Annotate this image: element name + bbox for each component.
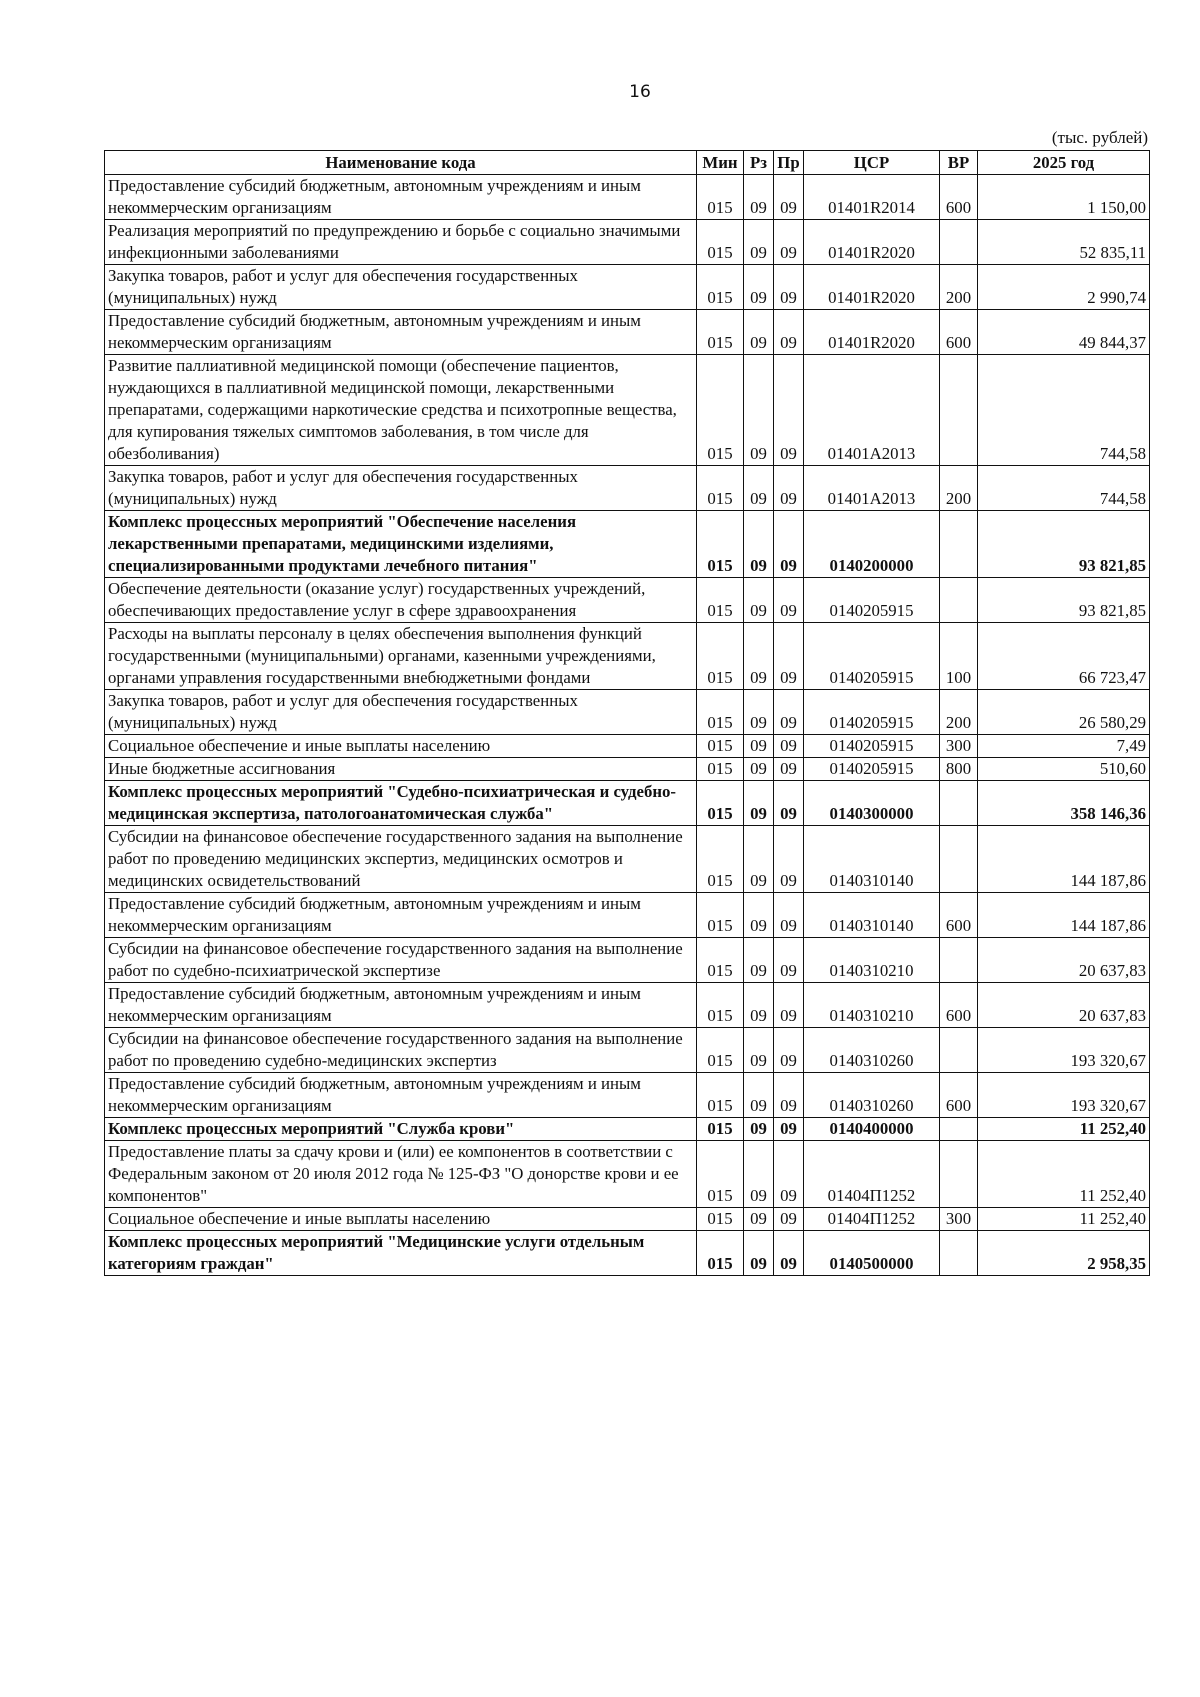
row-pr: 09 [774,310,804,355]
row-amount: 20 637,83 [978,983,1150,1028]
row-rz: 09 [744,265,774,310]
row-amount: 2 958,35 [978,1231,1150,1276]
row-amount: 11 252,40 [978,1208,1150,1231]
row-csr: 0140310140 [804,893,940,938]
row-pr: 09 [774,355,804,466]
row-vr [940,1231,978,1276]
row-pr: 09 [774,781,804,826]
row-min: 015 [697,758,744,781]
row-pr: 09 [774,758,804,781]
row-pr: 09 [774,1231,804,1276]
row-vr: 800 [940,758,978,781]
row-csr: 0140200000 [804,511,940,578]
row-rz: 09 [744,893,774,938]
row-amount: 744,58 [978,466,1150,511]
row-min: 015 [697,781,744,826]
row-csr: 0140310260 [804,1073,940,1118]
row-name: Закупка товаров, работ и услуг для обеспечения государственных (муниципальных) нужд [105,466,697,511]
header-name: Наименование кода [105,151,697,175]
row-name: Обеспечение деятельности (оказание услуг) государственных учреждений, обеспечивающих предоставление услуг в сфере здравоохранения [105,578,697,623]
row-min: 015 [697,1028,744,1073]
row-csr: 0140205915 [804,690,940,735]
table-row [105,735,1150,758]
row-min: 015 [697,983,744,1028]
table-row [105,466,1150,511]
row-rz: 09 [744,735,774,758]
row-min: 015 [697,735,744,758]
row-rz: 09 [744,466,774,511]
table-row [105,220,1150,265]
row-pr: 09 [774,265,804,310]
row-pr: 09 [774,466,804,511]
row-csr: 0140310260 [804,1028,940,1073]
table-row [105,1118,1150,1141]
row-min: 015 [697,623,744,690]
row-csr: 0140205915 [804,735,940,758]
table-row [105,690,1150,735]
header-csr: ЦСР [804,151,940,175]
row-min: 015 [697,220,744,265]
row-amount: 358 146,36 [978,781,1150,826]
row-amount: 93 821,85 [978,578,1150,623]
table-row [105,511,1150,578]
row-vr: 600 [940,310,978,355]
row-pr: 09 [774,220,804,265]
table-row [105,983,1150,1028]
row-name: Иные бюджетные ассигнования [105,758,697,781]
row-min: 015 [697,466,744,511]
row-vr: 600 [940,983,978,1028]
row-name: Субсидии на финансовое обеспечение государственного задания на выполнение работ по проведению судебно-медицинских экспертиз [105,1028,697,1073]
row-min: 015 [697,511,744,578]
row-pr: 09 [774,893,804,938]
row-rz: 09 [744,578,774,623]
row-name: Предоставление субсидий бюджетным, автономным учреждениям и иным некоммерческим организациям [105,310,697,355]
row-rz: 09 [744,1208,774,1231]
row-min: 015 [697,826,744,893]
row-rz: 09 [744,175,774,220]
table-row [105,355,1150,466]
row-vr [940,355,978,466]
table-row [105,758,1150,781]
row-rz: 09 [744,826,774,893]
row-vr: 200 [940,265,978,310]
row-vr [940,938,978,983]
row-amount: 20 637,83 [978,938,1150,983]
row-csr: 01401R2020 [804,220,940,265]
units-label: (тыс. рублей) [1051,128,1148,147]
row-csr: 0140310140 [804,826,940,893]
header-rz: Рз [744,151,774,175]
row-vr: 600 [940,893,978,938]
row-amount: 1 150,00 [978,175,1150,220]
row-vr: 600 [940,175,978,220]
row-amount: 193 320,67 [978,1028,1150,1073]
row-rz: 09 [744,1231,774,1276]
row-vr: 200 [940,466,978,511]
row-pr: 09 [774,826,804,893]
row-rz: 09 [744,220,774,265]
row-rz: 09 [744,355,774,466]
row-vr [940,578,978,623]
row-rz: 09 [744,1118,774,1141]
row-csr: 01401R2014 [804,175,940,220]
row-pr: 09 [774,1073,804,1118]
row-name: Комплекс процессных мероприятий "Судебно-психиатрическая и судебно-медицинская экспертиза, патологоанатомическая служба" [105,781,697,826]
row-vr: 600 [940,1073,978,1118]
row-pr: 09 [774,1208,804,1231]
row-csr: 0140310210 [804,983,940,1028]
row-vr [940,826,978,893]
row-vr [940,1141,978,1208]
row-name: Закупка товаров, работ и услуг для обеспечения государственных (муниципальных) нужд [105,690,697,735]
row-name: Субсидии на финансовое обеспечение государственного задания на выполнение работ по проведению медицинских экспертиз, медицинских осмотров и медицинских освидетельствований [105,826,697,893]
row-min: 015 [697,938,744,983]
row-pr: 09 [774,175,804,220]
row-name: Социальное обеспечение и иные выплаты населению [105,1208,697,1231]
row-csr: 01401R2020 [804,265,940,310]
row-amount: 510,60 [978,758,1150,781]
row-min: 015 [697,1208,744,1231]
row-min: 015 [697,1118,744,1141]
row-name: Реализация мероприятий по предупреждению и борьбе с социально значимыми инфекционными заболеваниями [105,220,697,265]
row-min: 015 [697,893,744,938]
row-csr: 0140205915 [804,623,940,690]
row-pr: 09 [774,1118,804,1141]
row-amount: 26 580,29 [978,690,1150,735]
row-rz: 09 [744,1073,774,1118]
row-amount: 11 252,40 [978,1118,1150,1141]
row-min: 015 [697,690,744,735]
row-min: 015 [697,265,744,310]
table-row [105,826,1150,893]
row-min: 015 [697,1073,744,1118]
row-rz: 09 [744,983,774,1028]
header-year: 2025 год [978,151,1150,175]
table-row [105,175,1150,220]
row-amount: 744,58 [978,355,1150,466]
table-row [105,623,1150,690]
row-min: 015 [697,578,744,623]
table-row [105,1208,1150,1231]
row-amount: 144 187,86 [978,826,1150,893]
row-name: Предоставление субсидий бюджетным, автономным учреждениям и иным некоммерческим организациям [105,1073,697,1118]
row-name: Закупка товаров, работ и услуг для обеспечения государственных (муниципальных) нужд [105,265,697,310]
row-vr [940,220,978,265]
row-csr: 0140400000 [804,1118,940,1141]
table-row [105,310,1150,355]
row-rz: 09 [744,781,774,826]
table-row [105,938,1150,983]
row-csr: 01401A2013 [804,355,940,466]
row-rz: 09 [744,623,774,690]
table-header [105,151,1150,175]
row-csr: 01404П1252 [804,1208,940,1231]
row-amount: 49 844,37 [978,310,1150,355]
row-amount: 144 187,86 [978,893,1150,938]
table-row [105,1231,1150,1276]
row-rz: 09 [744,938,774,983]
row-vr [940,781,978,826]
row-rz: 09 [744,511,774,578]
row-name: Комплекс процессных мероприятий "Обеспечение населения лекарственными препаратами, медицинскими изделиями, специализированными продуктами лечебного питания" [105,511,697,578]
row-rz: 09 [744,758,774,781]
row-min: 015 [697,310,744,355]
header-vr: ВР [940,151,978,175]
budget-table [104,150,1150,1276]
row-min: 015 [697,1141,744,1208]
row-name: Предоставление платы за сдачу крови и (или) ее компонентов в соответствии с Федеральным законом от 20 июля 2012 года № 125-ФЗ "О донорстве крови и ее компонентов" [105,1141,697,1208]
row-csr: 0140205915 [804,578,940,623]
row-min: 015 [697,175,744,220]
table-row [105,1073,1150,1118]
row-vr: 300 [940,1208,978,1231]
page-number: 16 [629,82,651,102]
row-rz: 09 [744,310,774,355]
row-rz: 09 [744,690,774,735]
row-name: Предоставление субсидий бюджетным, автономным учреждениям и иным некоммерческим организациям [105,983,697,1028]
row-pr: 09 [774,623,804,690]
row-min: 015 [697,355,744,466]
table-body [105,175,1150,1276]
row-name: Комплекс процессных мероприятий "Медицинские услуги отдельным категориям граждан" [105,1231,697,1276]
row-vr [940,1118,978,1141]
row-vr: 100 [940,623,978,690]
row-amount: 7,49 [978,735,1150,758]
row-amount: 2 990,74 [978,265,1150,310]
row-rz: 09 [744,1028,774,1073]
row-pr: 09 [774,983,804,1028]
row-name: Социальное обеспечение и иные выплаты населению [105,735,697,758]
row-vr [940,511,978,578]
row-vr [940,1028,978,1073]
row-csr: 01404П1252 [804,1141,940,1208]
row-csr: 01401R2020 [804,310,940,355]
row-pr: 09 [774,690,804,735]
row-amount: 11 252,40 [978,1141,1150,1208]
row-pr: 09 [774,511,804,578]
row-pr: 09 [774,1141,804,1208]
table-row [105,893,1150,938]
row-csr: 0140205915 [804,758,940,781]
row-name: Комплекс процессных мероприятий "Служба крови" [105,1118,697,1141]
row-csr: 01401A2013 [804,466,940,511]
table-row [105,1141,1150,1208]
row-name: Субсидии на финансовое обеспечение государственного задания на выполнение работ по судебно-психиатрической экспертизе [105,938,697,983]
table-row [105,265,1150,310]
row-pr: 09 [774,1028,804,1073]
row-min: 015 [697,1231,744,1276]
row-csr: 0140300000 [804,781,940,826]
row-csr: 0140500000 [804,1231,940,1276]
row-pr: 09 [774,578,804,623]
row-amount: 193 320,67 [978,1073,1150,1118]
row-amount: 52 835,11 [978,220,1150,265]
row-name: Предоставление субсидий бюджетным, автономным учреждениям и иным некоммерческим организациям [105,893,697,938]
row-vr: 300 [940,735,978,758]
row-name: Развитие паллиативной медицинской помощи (обеспечение пациентов, нуждающихся в паллиативной медицинской помощи, лекарственными препаратами, содержащими наркотические средства и психотропные вещества, для купирования тяжелых симптомов заболевания, в том числе для обезболивания) [105,355,697,466]
table-row [105,578,1150,623]
row-amount: 66 723,47 [978,623,1150,690]
row-vr: 200 [940,690,978,735]
row-csr: 0140310210 [804,938,940,983]
row-pr: 09 [774,735,804,758]
row-name: Предоставление субсидий бюджетным, автономным учреждениям и иным некоммерческим организациям [105,175,697,220]
table-row [105,1028,1150,1073]
header-min: Мин [697,151,744,175]
table-row [105,781,1150,826]
row-pr: 09 [774,938,804,983]
row-amount: 93 821,85 [978,511,1150,578]
row-rz: 09 [744,1141,774,1208]
row-name: Расходы на выплаты персоналу в целях обеспечения выполнения функций государственными (муниципальными) органами, казенными учреждениями, органами управления государственными внебюджетными фондами [105,623,697,690]
header-pr: Пр [774,151,804,175]
